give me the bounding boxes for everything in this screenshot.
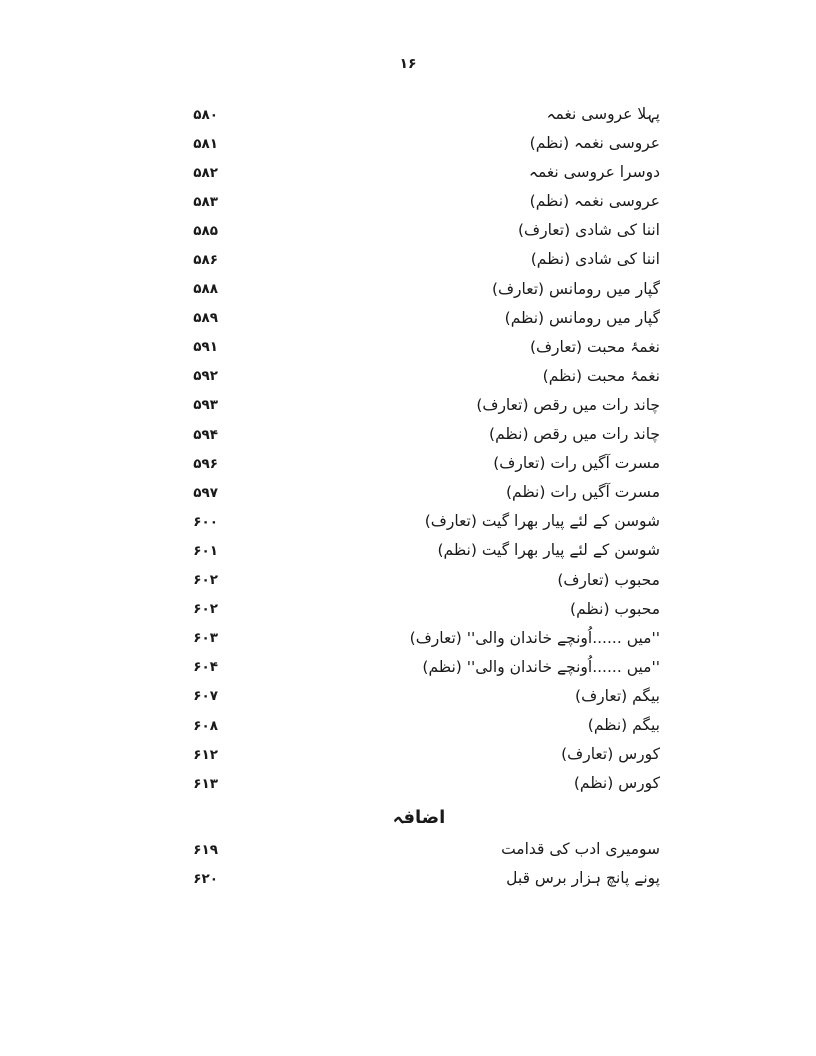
toc-entry-list (178, 100, 660, 798)
toc-title: دوسرا عروسی نغمہ (528, 163, 660, 182)
toc-title: کورس (نظم) (573, 774, 660, 793)
toc-row (178, 769, 660, 798)
toc-page-number: ۶۰۰ (193, 513, 218, 530)
toc-title: سومیری ادب کی قدامت (501, 840, 660, 859)
appendix-entry-list (178, 835, 660, 893)
toc-row (178, 566, 660, 595)
toc-title: بیگم (تعارف) (575, 686, 660, 705)
toc-row (178, 478, 660, 507)
toc-page-number: ۶۰۸ (193, 717, 218, 734)
toc-row (178, 420, 660, 449)
toc-row (178, 682, 660, 711)
toc-title: شوسن کے لئے پیار بھرا گیت (تعارف) (424, 512, 660, 531)
toc-row (178, 245, 660, 274)
toc-title: مسرت آگیں رات (تعارف) (493, 454, 660, 473)
toc-title: محبوب (تعارف) (557, 570, 660, 589)
toc-title: عروسی نغمہ (نظم) (529, 134, 660, 153)
header-page-number: ۱۶ (399, 56, 417, 72)
toc-row (178, 595, 660, 624)
toc-row (178, 275, 660, 304)
toc-page-number: ۶۲۰ (193, 870, 218, 887)
toc-title: کورس (تعارف) (561, 745, 660, 764)
toc-page-number: ۶۱۹ (193, 841, 218, 858)
toc-title: ''میں ......اُونچے خاندان والی'' (نظم) (422, 657, 660, 676)
toc-title: نغمۂ محبت (نظم) (542, 366, 660, 385)
toc-title: چاند رات میں رقص (تعارف) (476, 395, 660, 414)
toc-row (178, 507, 660, 536)
toc-page-number: ۵۸۵ (193, 222, 218, 239)
toc-title: اننا کی شادی (نظم) (530, 250, 660, 269)
table-of-contents (178, 100, 660, 893)
toc-page-number: ۵۹۲ (193, 368, 218, 385)
toc-page-number: ۵۸۹ (193, 310, 218, 327)
toc-row (178, 129, 660, 158)
toc-page-number: ۵۸۲ (193, 164, 218, 181)
toc-title: محبوب (نظم) (570, 599, 660, 618)
toc-title: ''میں ......اُونچے خاندان والی'' (تعارف) (409, 628, 660, 647)
toc-row (178, 536, 660, 565)
toc-row (178, 216, 660, 245)
toc-row (178, 740, 660, 769)
toc-page-number: ۵۹۱ (193, 339, 218, 356)
toc-title: پونے پانچ ہزار برس قبل (506, 869, 660, 888)
toc-row (178, 391, 660, 420)
toc-title: چاند رات میں رقص (نظم) (489, 425, 660, 444)
toc-page-number: ۵۸۶ (193, 252, 218, 269)
toc-page-number: ۶۰۴ (193, 659, 218, 676)
toc-page-number: ۶۰۷ (193, 688, 218, 705)
toc-row (178, 711, 660, 740)
toc-page-number: ۵۹۷ (193, 484, 218, 501)
toc-page-number: ۶۱۳ (193, 775, 218, 792)
toc-title: مسرت آگیں رات (نظم) (505, 483, 660, 502)
toc-page-number: ۵۸۸ (193, 281, 218, 298)
toc-page-number: ۶۰۲ (193, 572, 218, 589)
toc-title: گپار میں رومانس (نظم) (504, 308, 660, 327)
toc-row (178, 304, 660, 333)
toc-title: پہلا عروسی نغمہ (546, 105, 660, 124)
toc-title: گپار میں رومانس (تعارف) (491, 279, 660, 298)
toc-row (178, 333, 660, 362)
toc-page-number: ۵۹۶ (193, 455, 218, 472)
toc-row (178, 362, 660, 391)
toc-title: اننا کی شادی (تعارف) (517, 221, 660, 240)
toc-row (178, 449, 660, 478)
toc-page-number: ۵۹۳ (193, 397, 218, 414)
toc-page-number: ۶۰۲ (193, 601, 218, 618)
toc-row (178, 653, 660, 682)
toc-page-number: ۵۸۳ (193, 193, 218, 210)
toc-page-number: ۵۸۰ (193, 106, 218, 123)
toc-row (178, 864, 660, 893)
toc-row (178, 158, 660, 187)
toc-page-number: ۵۸۱ (193, 135, 218, 152)
toc-title: عروسی نغمہ (نظم) (529, 192, 660, 211)
toc-title: بیگم (نظم) (587, 715, 660, 734)
toc-row (178, 624, 660, 653)
toc-row (178, 187, 660, 216)
section-heading-izafa: اضافہ (392, 807, 446, 829)
toc-page-number: ۵۹۴ (193, 426, 218, 443)
toc-title: شوسن کے لئے پیار بھرا گیت (نظم) (437, 541, 660, 560)
toc-row (178, 835, 660, 864)
toc-page-number: ۶۱۲ (193, 746, 218, 763)
toc-page-number: ۶۰۳ (193, 630, 218, 647)
toc-row (178, 100, 660, 129)
toc-page-number: ۶۰۱ (193, 542, 218, 559)
toc-title: نغمۂ محبت (تعارف) (529, 337, 660, 356)
